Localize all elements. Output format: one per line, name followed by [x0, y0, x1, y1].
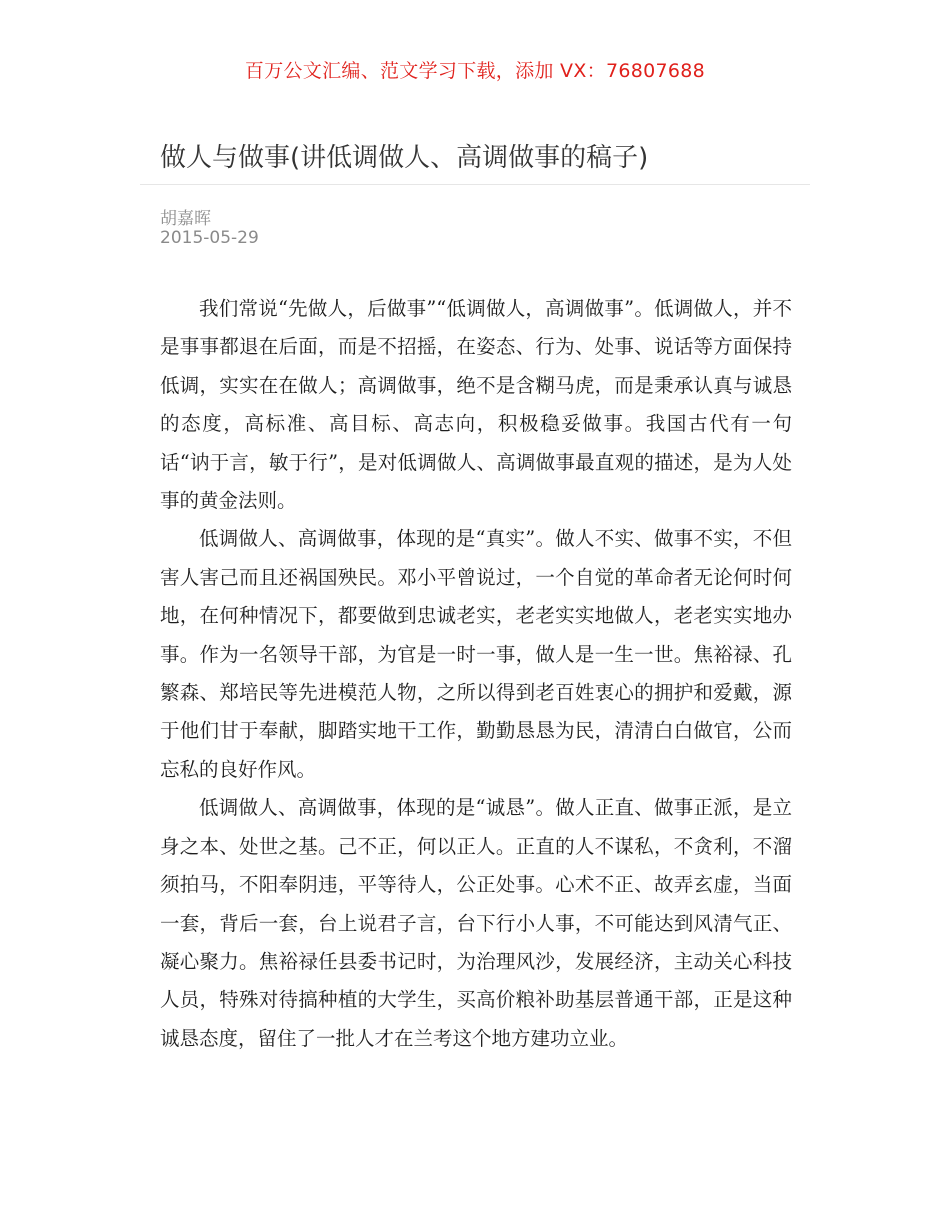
article-title: 做人与做事(讲低调做人、高调做事的稿子)	[160, 143, 649, 173]
article-date: 2015-05-29	[160, 228, 259, 248]
article-body	[160, 290, 792, 1058]
paragraph: 低调做人、高调做事，体现的是“真实”。做人不实、做事不实，不但害人害己而且还祸国殃民。邓小平曾说过，一个自觉的革命者无论何时何地，在何种情况下，都要做到忠诚老实，老老实实地做人，老老实实地办事。作为一名领导干部，为官是一时一事，做人是一生一世。焦裕禄、孔繁森、郑培民等先进模范人物，之所以得到老百姓衷心的拥护和爱戴，源于他们甘于奉献，脚踏实地干工作，勤勤恳恳为民，清清白白做官，公而忘私的良好作风。	[160, 527, 792, 781]
promo-banner: 百万公文汇编、范文学习下载，添加 VX：76807688	[244, 60, 706, 82]
article-author: 胡嘉晖	[160, 209, 211, 229]
title-divider	[140, 184, 810, 185]
paragraph: 低调做人、高调做事，体现的是“诚恳”。做人正直、做事正派，是立身之本、处世之基。己不正，何以正人。正直的人不谋私，不贪利，不溜须拍马，不阳奉阴违，平等待人，公正处事。心术不正、故弄玄虚，当面一套，背后一套，台上说君子言，台下行小人事，不可能达到风清气正、凝心聚力。焦裕禄任县委书记时，为治理风沙，发展经济，主动关心科技人员，特殊对待搞种植的大学生，买高价粮补助基层普通干部，正是这种诚恳态度，留住了一批人才在兰考这个地方建功立业。	[160, 796, 792, 1050]
paragraph: 我们常说“先做人，后做事”“低调做人，高调做事”。低调做人，并不是事事都退在后面，而是不招摇，在姿态、行为、处事、说话等方面保持低调，实实在在做人；高调做事，绝不是含糊马虎，而是秉承认真与诚恳的态度，高标准、高目标、高志向，积极稳妥做事。我国古代有一句话“讷于言，敏于行”，是对低调做人、高调做事最直观的描述，是为人处事的黄金法则。	[160, 297, 792, 513]
